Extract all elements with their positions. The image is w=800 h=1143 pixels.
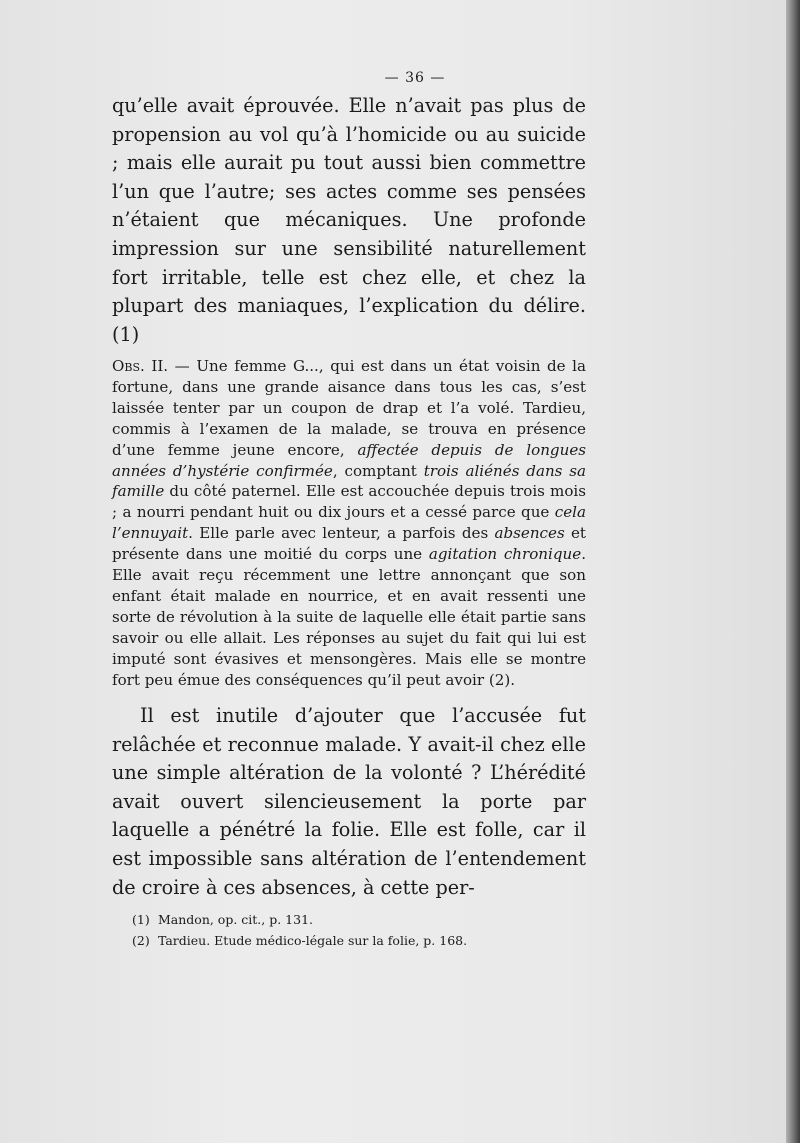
footnote-label: (1) (132, 912, 150, 927)
footnote (132, 930, 592, 951)
observation-text: . Elle avait reçu récemment une lettre annonçant que son enfant était malade en nourrice, et en avait ressenti une sorte de révolution à la suite de laquelle elle était partie sans savoir ou elle allait. Les réponses au sujet du fait qui lui est imputé sont évasives et mensongères. Mais elle se montre fort peu émue des conséquences qu’il peut avoir (2). (112, 545, 586, 689)
observation-text: , comptant (332, 461, 424, 480)
footnote-text: Mandon, op. cit., p. 131. (157, 912, 314, 927)
footnote-label: (2) (132, 933, 150, 948)
observation-italic: absences (494, 524, 565, 543)
observation-italic: cela l’ennuyait (112, 503, 586, 543)
page-edge-shadow (786, 0, 800, 1143)
observation-italic: agitation chronique (428, 545, 582, 564)
footnotes (132, 909, 592, 951)
observation-block (112, 356, 586, 691)
footnote (132, 909, 592, 930)
page-number: — 36 — (384, 70, 446, 86)
observation-text: . Elle parle avec lenteur, a parfois des (188, 524, 495, 543)
observation-text: et présente dans une moitié du corps une (112, 524, 586, 564)
paragraph-continuation: qu’elle avait éprouvée. Elle n’avait pas plus de propension au vol qu’à l’homicide ou au suicide ; mais elle aurait pu tout aussi bien commettre l’un que l’autre; ses actes comme ses pensées n’étaient que mécaniques. Une profonde impression sur une sensibilité naturellement fort irritable, telle est chez elle, et chez la plupart des maniaques, l’explication du délire. (1) (112, 94, 586, 346)
observation-text: du côté paternel. Elle est accouchée depuis trois mois ; a nourri pendant huit ou dix jours et a cessé parce que (112, 482, 586, 522)
paragraph-main: Il est inutile d’ajouter que l’accusée fut relâchée et reconnue malade. Y avait-il chez elle une simple altération de la volonté ? L’hérédité avait ouvert silencieusement la porte par laquelle a pénétré la folie. Elle est folle, car il est impossible sans altération de l’entendement de croire à ces absences, à cette per- (112, 704, 586, 899)
footnote-text: Tardieu. Etude médico-légale sur la folie, p. 168. (157, 933, 468, 948)
observation-italic: trois aliénés dans sa famille (112, 461, 586, 501)
observation-label: Obs. II. (112, 357, 169, 375)
observation-italic: affectée depuis de longues années d’hystérie confirmée (112, 440, 586, 480)
observation-text: — Une femme G..., qui est dans un état voisin de la fortune, dans une grande aisance dans tous les cas, s’est laissée tenter par un coupon de drap et l’a volé. Tardieu, commis à l’examen de la malade, se trouva en présence d’une femme jeune encore, (112, 357, 586, 459)
